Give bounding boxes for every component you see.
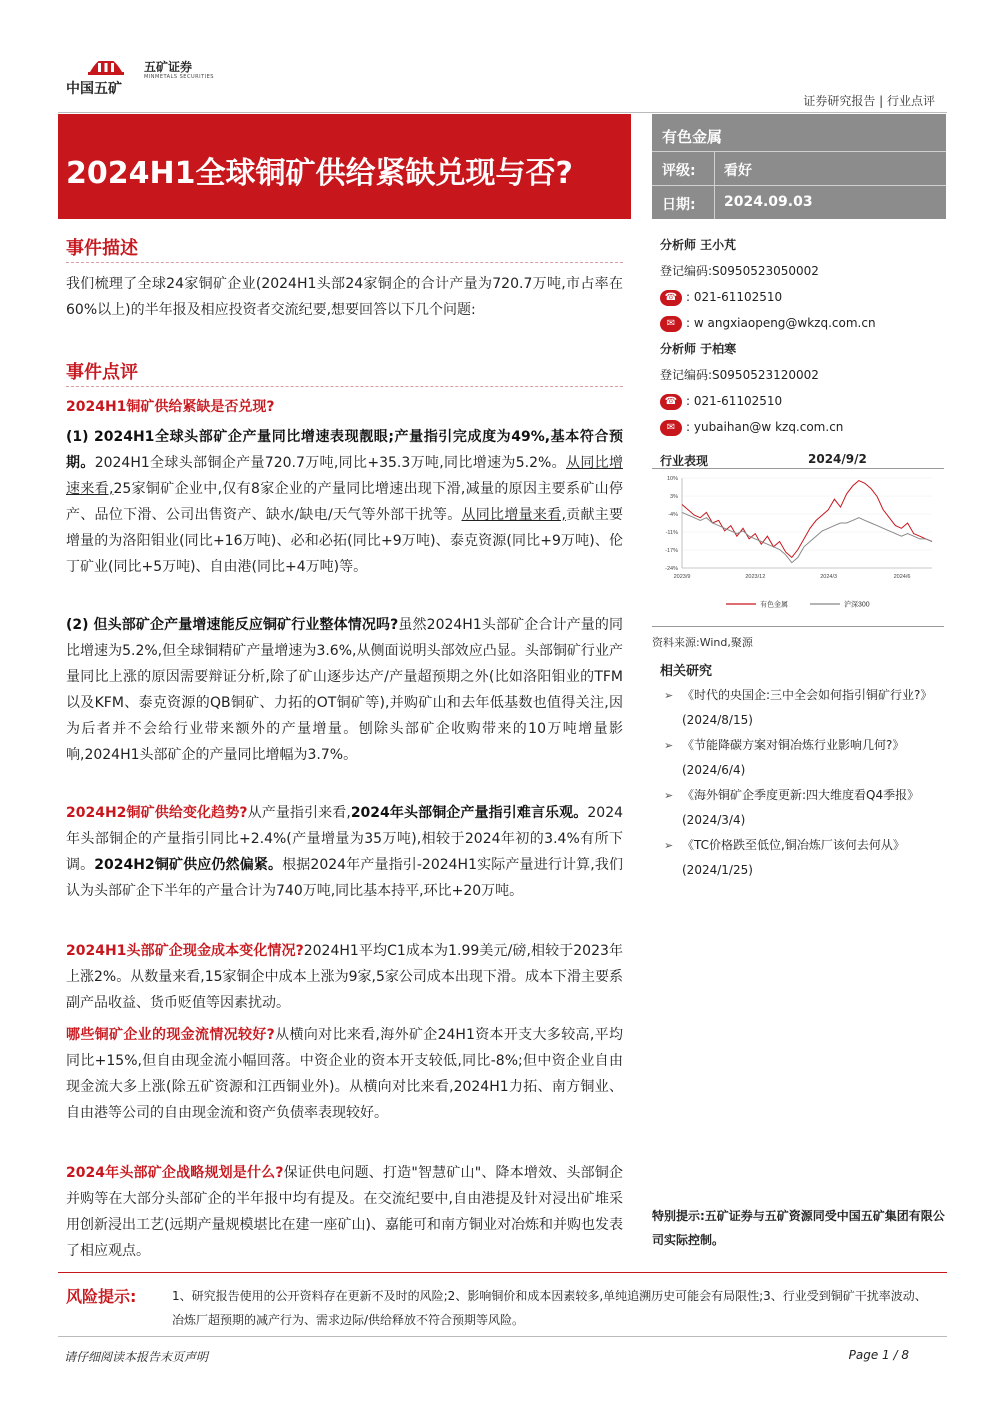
rating-label: 评级: — [662, 163, 696, 179]
legend-label: 沪深300 — [844, 601, 870, 609]
related-item[interactable] — [664, 683, 944, 733]
risk-label: 风险提示: — [66, 1287, 137, 1306]
y-tick-label: -4% — [668, 512, 678, 518]
paragraph-4 — [66, 938, 623, 1016]
y-tick-label: -24% — [665, 566, 678, 572]
company-logo — [64, 42, 224, 102]
related-research-list — [664, 683, 944, 883]
footer-divider — [58, 1336, 947, 1337]
analyst-reg: 登记编码:S0950523050002 — [660, 264, 819, 278]
y-tick-label: 10% — [666, 476, 678, 482]
related-item-text: 《节能降碳方案对铜冶炼行业影响几何?》 — [682, 738, 905, 752]
analyst-email[interactable]: w angxiaopeng@wkzq.com.cn — [693, 316, 876, 330]
page-number: Page 1 / 8 — [848, 1348, 909, 1362]
row-separator — [714, 152, 715, 185]
analyst-phone-row: ☎ : 021-61102510 — [660, 388, 950, 414]
arrow-icon: ➢ — [664, 689, 674, 702]
x-tick-label: 2023/9 — [673, 574, 691, 580]
p1-bold: (1) 2024H1全球头部矿企产量同比增速表现靓眼;产量指引完成度为49%,基本符合预期。 — [66, 429, 623, 471]
chart-date: 2024/9/2 — [808, 452, 867, 466]
phone-icon: ☎ — [660, 394, 682, 410]
rating-row — [652, 151, 946, 185]
q2-heading: 2024H2铜矿供给变化趋势? — [66, 805, 248, 821]
section-divider — [66, 262, 623, 263]
analyst-email[interactable]: yubaihan@w kzq.com.cn — [693, 420, 844, 434]
p2-bold: (2) 但头部矿企产量增速能反应铜矿行业整体情况吗? — [66, 617, 399, 633]
related-item-text: 《海外铜矿企季度更新:四大维度看Q4季报》 — [682, 788, 920, 802]
p1-text-b: 25家铜矿企业中,仅有8家企业的产量同比增速出现下滑,减量的原因主要系矿山停产、品位下滑、公司出售资产、缺水/缺电/天气等外部干扰等。 — [66, 481, 624, 523]
analyst-phone-row: ☎ : 021-61102510 — [660, 284, 950, 310]
analyst-email-row: ✉ : yubaihan@w kzq.com.cn — [660, 414, 950, 440]
y-tick-label: -17% — [665, 548, 678, 554]
phone-icon: ☎ — [660, 290, 682, 306]
analyst-phone: 021-61102510 — [693, 290, 783, 304]
related-item-date: (2024/8/15) — [682, 713, 753, 727]
section-title-event-review: 事件点评 — [66, 362, 138, 383]
y-tick-label: 3% — [670, 494, 678, 500]
report-title: 2024H1全球铜矿供给紧缺兑现与否? — [66, 156, 573, 191]
q3-text: 2024H1平均C1成本为1.99美元/磅,相较于2023年上涨2%。从数量来看,15家铜企中成本上涨为9家,5家公司成本出现下滑。成本下滑主要系副产品收益、货币贬值等因素扰动。 — [66, 943, 623, 1011]
paragraph-2 — [66, 612, 623, 768]
minmetals-logo-icon — [84, 42, 128, 78]
paragraph-5 — [66, 1022, 623, 1126]
analyst-email-row: ✉ : w angxiaopeng@wkzq.com.cn — [660, 310, 950, 336]
analyst-reg: 登记编码:S0950523120002 — [660, 368, 819, 382]
info-box — [652, 114, 946, 219]
related-item[interactable] — [664, 833, 944, 883]
industry-performance-chart — [652, 448, 944, 623]
analyst-card-1 — [660, 232, 950, 336]
logo-text-en: MINMETALS SECURITIES — [144, 74, 214, 80]
title-banner — [58, 114, 631, 219]
q4-text: 从横向对比来看,海外矿企24H1资本开支大多较高,平均同比+15%,但自由现金流小幅回落。中资企业的资本开支较低,同比-8%;但中资企业自由现金流大多上涨(除五矿资源和江西铜业外)。从横向对比来看,2024H1力拓、南方铜业、自由港等公司的自由现金流和资产负债率表现较好。 — [66, 1027, 623, 1121]
document-type: 证券研究报告 | 行业点评 — [803, 94, 935, 108]
email-icon: ✉ — [660, 316, 682, 332]
rating-value: 看好 — [724, 163, 752, 179]
arrow-icon: ➢ — [664, 789, 674, 802]
series-line-nonferrous — [682, 481, 932, 558]
related-item-text: 《TC价格跌至低位,铜冶炼厂该何去何从》 — [682, 838, 905, 852]
related-item-date: (2024/6/4) — [682, 763, 746, 777]
x-tick-label: 2023/12 — [745, 574, 766, 580]
x-tick-label: 2024/6 — [893, 574, 911, 580]
analyst-name: 分析师 于柏寒 — [660, 342, 737, 356]
p1-underline-2: 从同比增量来看, — [461, 507, 566, 523]
q2-text-c: 根据2024年产量指引-2024H1实际产量进行计算,我们认为头部矿企下半年的产量合计为740万吨,同比基本持平,环比+20万吨。 — [66, 857, 623, 899]
arrow-icon: ➢ — [664, 839, 674, 852]
date-label: 日期: — [662, 197, 696, 213]
chart-source: 资料来源:Wind,聚源 — [652, 636, 753, 649]
risk-text: 1、研究报告使用的公开资料存在更新不及时的风险;2、影响铜价和成本因素较多,单纯追溯历史可能会有局限性;3、行业受到铜矿干扰率波动、冶炼厂超预期的减产行为、需求边际/供给释放不符合预期等风险。 — [172, 1289, 927, 1327]
related-item[interactable] — [664, 783, 944, 833]
analyst-name: 分析师 王小芃 — [660, 238, 737, 252]
series-line-csi300 — [682, 512, 932, 562]
paragraph-3 — [66, 800, 623, 904]
p1-text-c: 贡献主要增量的为洛阳钼业(同比+16万吨)、必和必拓(同比+9万吨)、泰克资源(同比+9万吨)、伦丁矿业(同比+5万吨)、自由港(同比+4万吨)等。 — [66, 507, 624, 575]
q5-text: 保证供电问题、打造"智慧矿山"、降本增效、头部铜企并购等在大部分头部矿企的半年报中均有提及。在交流纪要中,自由港提及针对浸出矿堆采用创新浸出工艺(远期产量规模堪比在建一座矿山)、嘉能可和南方铜业对冶炼和并购也发表了相应观点。 — [66, 1165, 623, 1259]
industry-name: 有色金属 — [662, 128, 723, 146]
y-tick-label: -11% — [665, 530, 678, 536]
chart-bottom-rule — [652, 626, 944, 627]
date-row — [652, 185, 946, 219]
header-divider — [58, 112, 947, 113]
chart-svg — [652, 470, 944, 620]
legend-label: 有色金属 — [760, 601, 788, 609]
p1-text-a: 2024H1全球头部铜企产量720.7万吨,同比+35.3万吨,同比增速为5.2%。 — [94, 455, 566, 471]
p1-underline-1: 从同比增速来看, — [66, 455, 624, 497]
q4-heading: 哪些铜矿企业的现金流情况较好? — [66, 1027, 275, 1043]
related-research-title: 相关研究 — [660, 664, 713, 679]
q3-heading: 2024H1头部矿企现金成本变化情况? — [66, 943, 304, 959]
logo-text-cn: 中国五矿 — [66, 81, 122, 97]
p2-text: 虽然2024H1头部矿企合计产量的同比增速为5.2%,但全球铜精矿产量增速为3.6%,从侧面说明头部效应凸显。头部铜矿行业产量同比上涨的原因需要辩证分析,除了矿山逐步达产/产量超预期之外(比如洛阳钼业的TFM以及KFM、泰克资源的QB铜矿、力拓的OT铜矿等),并购矿山和去年低基数也值得关注,因为后者并不会给行业带来额外的产量增量。刨除头部矿企收购带来的10万吨增量影响,2024H1头部矿企的产量同比增幅为3.7%。 — [66, 617, 623, 763]
analyst-card-2 — [660, 336, 950, 440]
analyst-phone: 021-61102510 — [693, 394, 783, 408]
section-title-event-desc: 事件描述 — [66, 238, 138, 259]
footer-disclaimer: 请仔细阅读本报告末页声明 — [64, 1350, 209, 1364]
q2-bold-1: 2024年头部铜企产量指引难言乐观。 — [350, 805, 588, 821]
question-1-heading: 2024H1铜矿供给紧缺是否兑现? — [66, 399, 275, 415]
event-desc-paragraph: 我们梳理了全球24家铜矿企业(2024H1头部24家铜企的合计产量为720.7万吨,市占率在60%以上)的半年报及相应投资者交流纪要,想要回答以下几个问题: — [66, 276, 623, 318]
q2-bold-2: 2024H2铜矿供应仍然偏紧。 — [94, 857, 283, 873]
related-item-date: (2024/1/25) — [682, 863, 753, 877]
related-item[interactable] — [664, 733, 944, 783]
logo-text-securities: 五矿证券 — [144, 60, 193, 74]
paragraph-6 — [66, 1160, 623, 1264]
q2-text-a: 从产量指引来看, — [247, 805, 351, 821]
section-divider — [66, 386, 623, 387]
paragraph-1 — [66, 424, 623, 580]
risk-divider — [58, 1272, 947, 1273]
chart-top-rule — [652, 468, 944, 469]
related-item-text: 《时代的央国企:三中全会如何指引铜矿行业?》 — [682, 688, 933, 702]
chart-title: 行业表现 — [660, 454, 709, 468]
q5-heading: 2024年头部矿企战略规划是什么? — [66, 1165, 284, 1181]
q2-text-b: 2024年头部铜企的产量指引同比+2.4%(产量增量为35万吨),相较于2024年初的3.4%有所下调。 — [66, 805, 624, 873]
row-separator — [714, 186, 715, 219]
x-tick-label: 2024/3 — [820, 574, 838, 580]
special-notice: 特别提示:五矿证券与五矿资源同受中国五矿集团有限公司实际控制。 — [652, 1209, 945, 1247]
email-icon: ✉ — [660, 420, 682, 436]
related-item-date: (2024/3/4) — [682, 813, 746, 827]
arrow-icon: ➢ — [664, 739, 674, 752]
date-value: 2024.09.03 — [724, 194, 813, 210]
